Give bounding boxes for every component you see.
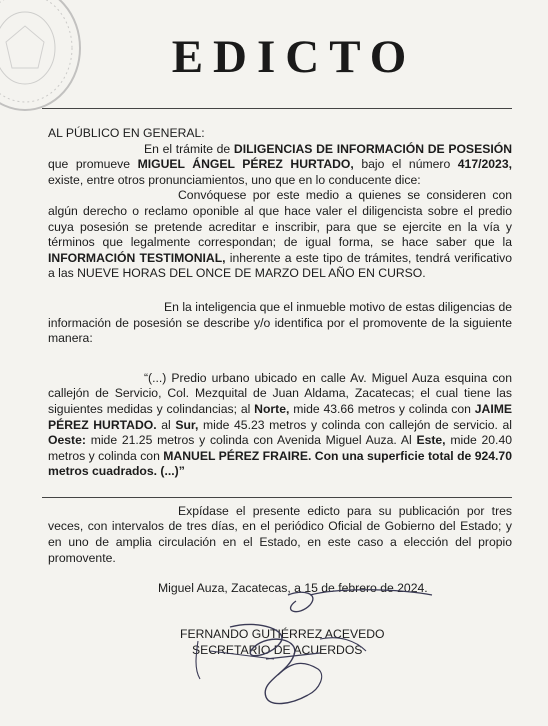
- paragraph-publication: Expídase el presente edicto para su publicación por tres veces, con intervalos de tres días, en el periódico Oficial de Gobierno del Estado; y en uno de amplia circulación en el Estado, en este caso a elección del propio promovente.: [48, 503, 512, 565]
- edict-body: [48, 126, 512, 566]
- proceeding-type: DILIGENCIAS DE INFORMACIÓN DE POSESIÓN: [233, 141, 512, 156]
- neighbor-north: JAIME PÉREZ HURTADO.: [48, 401, 512, 432]
- text-span: mide 20.40 metros y colinda con: [48, 433, 512, 463]
- signatory-name: FERNANDO GUTIÉRREZ ACEVEDO: [180, 627, 385, 641]
- text-span: mide 21.25 metros y colinda con Avenida Miguel Auza. Al: [85, 433, 417, 448]
- testimonial-label: INFORMACIÓN TESTIMONIAL,: [48, 250, 226, 265]
- boundary-east: Este,: [416, 433, 446, 448]
- paragraph-proceeding: [48, 142, 512, 189]
- promoter-name: MIGUEL ÁNGEL PÉREZ HURTADO,: [137, 157, 354, 172]
- place-and-date: Miguel Auza, Zacatecas, a 15 de febrero de 2024.: [158, 581, 428, 595]
- neighbor-east-and-area: MANUEL PÉREZ FRAIRE. Con una superficie total de 924.70 metros cuadrados. (...)”: [48, 448, 512, 479]
- paragraph-property-intro: En la inteligencia que el inmueble motivo de estas diligencias de información de posesión se describe y/o identifica por el promovente de la siguiente manera:: [48, 299, 512, 346]
- text-span: bajo el número: [353, 157, 458, 172]
- boundary-west: Oeste:: [48, 433, 86, 448]
- case-number: 417/2023,: [457, 157, 512, 172]
- handwritten-signature-icon: [170, 585, 460, 715]
- text-span: mide 45.23 metros y colinda con callejón de servicio. al: [198, 417, 512, 432]
- paragraph-convocation: [48, 188, 512, 282]
- text-span: inherente a este tipo de trámites, tendrá verificativo a las NUEVE HORAS DEL ONCE DE MARZO DEL AÑO EN CURSO.: [48, 250, 512, 281]
- boundary-south: Sur,: [175, 417, 199, 432]
- paragraph-property-description: [48, 371, 512, 480]
- text-span: existe, entre otros pronunciamientos, uno que en lo conducente dice:: [48, 172, 421, 187]
- text-span: mide 43.66 metros y colinda con: [289, 401, 475, 416]
- boundary-north: Norte,: [254, 401, 290, 416]
- document-title: EDICTO: [171, 31, 417, 83]
- addressee: AL PÚBLICO EN GENERAL:: [48, 126, 205, 140]
- title-divider: [42, 108, 512, 109]
- signatory-title: SECRETARIO DE ACUERDOS: [192, 643, 363, 657]
- text-span: al: [156, 417, 176, 432]
- text-span: En el trámite de: [144, 141, 234, 156]
- text-span: que promueve: [48, 157, 138, 172]
- text-span: Convóquese por este medio a quienes se consideren con algún derecho o reclamo oponible al que hace valer el diligencista sobre el predio cuya posesión se pretende acreditar e inscribir, para que se ejercite en la vía y términos que legalmente correspondan; de igual forma, se hace saber que la: [48, 188, 512, 250]
- text-span: “(...) Predio urbano ubicado en calle Av. Miguel Auza esquina con callejón de Servicio, Col. Mezquital de Juan Aldama, Zacatecas; el cual tiene las siguientes medidas y colindancias; al: [48, 370, 512, 416]
- body-divider: [42, 497, 512, 498]
